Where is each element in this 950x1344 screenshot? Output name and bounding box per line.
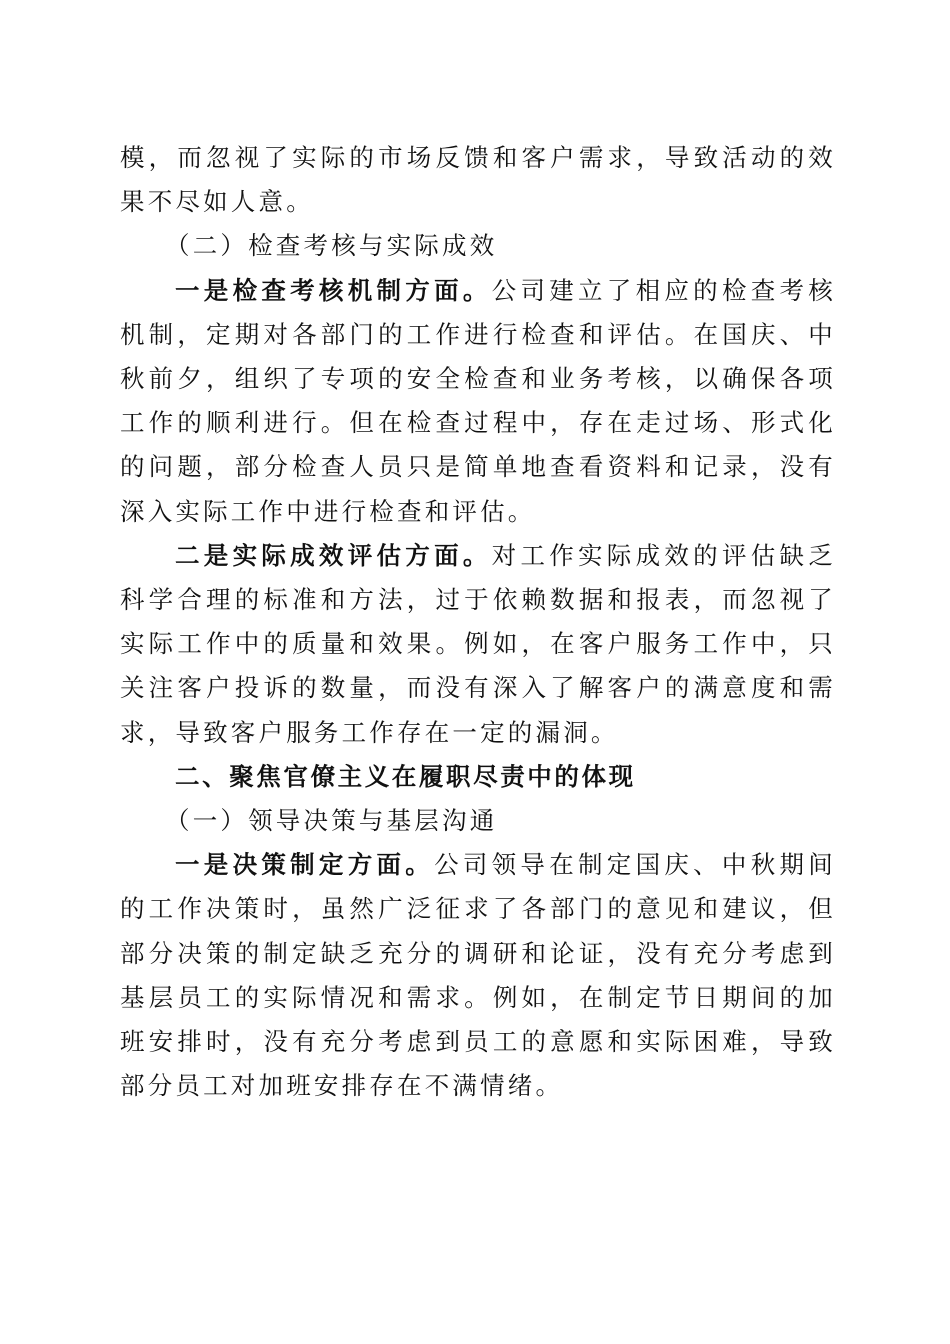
paragraph-decision-making xyxy=(120,843,836,1108)
paragraph-continuation xyxy=(120,136,836,224)
document-body xyxy=(120,136,836,1108)
paragraph-lead: 二是实际成效评估方面。 xyxy=(175,540,492,570)
heading-text: 二、聚焦官僚主义在履职尽责中的体现 xyxy=(175,761,636,791)
paragraph-text: 对工作实际成效的评估缺乏科学合理的标准和方法，过于依赖数据和报表，而忽视了实际工作中的质量和效果。例如，在客户服务工作中，只关注客户投诉的数量，而没有深入了解客户的满意度和需求，导致客户服务工作存在一定的漏洞。 xyxy=(120,540,837,747)
section-heading-inspection xyxy=(120,224,836,268)
paragraph-text: 公司领导在制定国庆、中秋期间的工作决策时，虽然广泛征求了各部门的意见和建议，但部分决策的制定缺乏充分的调研和论证，没有充分考虑到基层员工的实际情况和需求。例如，在制定节日期间的加班安排时，没有充分考虑到员工的意愿和实际困难，导致部分员工对加班安排存在不满情绪。 xyxy=(120,850,836,1101)
paragraph-text: 模，而忽视了实际的市场反馈和客户需求，导致活动的效果不尽如人意。 xyxy=(120,143,836,217)
paragraph-lead: 一是检查考核机制方面。 xyxy=(175,275,492,305)
chapter-heading-bureaucratism xyxy=(120,755,836,799)
heading-text: （二）检查考核与实际成效 xyxy=(165,231,498,261)
paragraph-inspection-mechanism xyxy=(120,269,836,534)
paragraph-effectiveness-evaluation xyxy=(120,534,836,755)
paragraph-lead: 一是决策制定方面。 xyxy=(175,850,435,880)
paragraph-text: 公司建立了相应的检查考核机制，定期对各部门的工作进行检查和评估。在国庆、中秋前夕，组织了专项的安全检查和业务考核，以确保各项工作的顺利进行。但在检查过程中，存在走过场、形式化的问题，部分检查人员只是简单地查看资料和记录，没有深入实际工作中进行检查和评估。 xyxy=(120,275,837,526)
section-heading-leadership xyxy=(120,799,836,843)
heading-text: （一）领导决策与基层沟通 xyxy=(165,806,498,836)
